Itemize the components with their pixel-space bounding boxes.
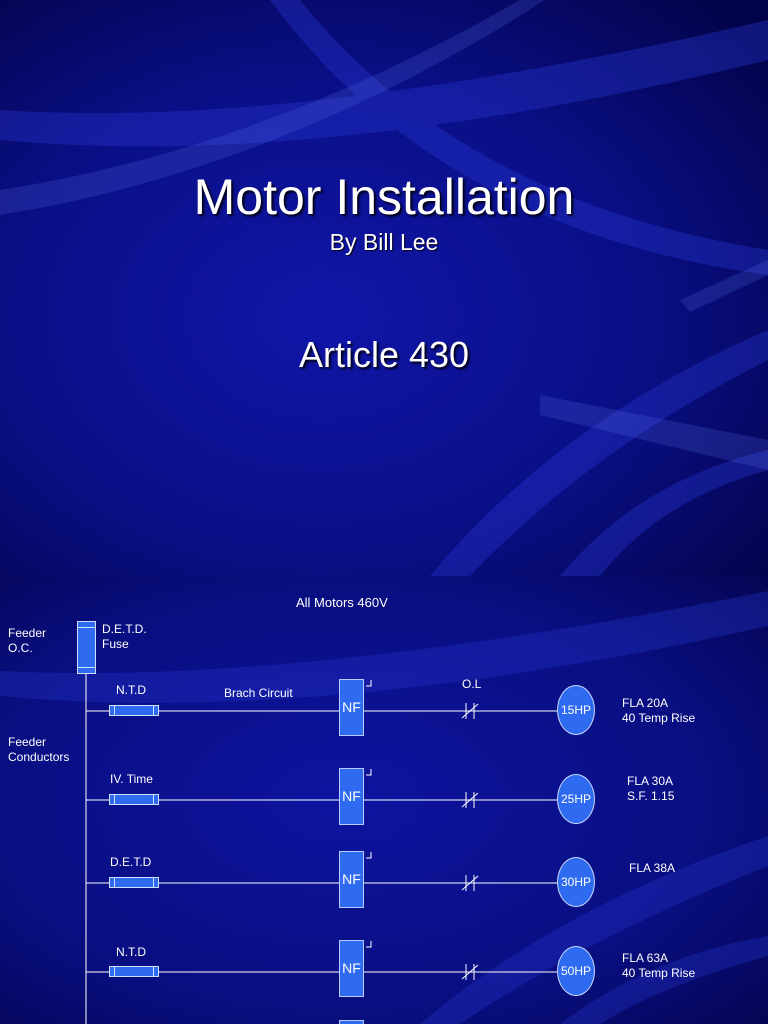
motor: 15HP <box>557 685 595 735</box>
branch-fuse <box>109 877 159 888</box>
motor: 25HP <box>557 774 595 824</box>
branch-fuse <box>109 794 159 805</box>
article-heading: Article 430 <box>298 334 470 375</box>
nf-contact-mark <box>366 680 371 686</box>
motor: 30HP <box>557 857 595 907</box>
slide-subtitle: By Bill Lee <box>329 229 439 255</box>
branch-fuse <box>109 966 159 977</box>
motor-rating: FLA 30A S.F. 1.15 <box>627 774 675 803</box>
diagram-header: All Motors 460V <box>296 595 388 610</box>
branch-fuse-label: D.E.T.D <box>110 855 152 869</box>
disconnect-switch: NF <box>339 851 364 908</box>
feeder-fuse <box>77 621 96 674</box>
feeder-oc-label: Feeder O.C. <box>8 626 47 655</box>
nf-contact-mark <box>366 769 371 775</box>
disconnect-switch: NF <box>339 768 364 825</box>
motor-rating: FLA 20A 40 Temp Rise <box>622 696 696 725</box>
branch-fuse <box>109 705 159 716</box>
disconnect-switch: NF <box>339 940 364 997</box>
branch-fuse-label: N.T.D <box>116 683 146 697</box>
disconnect-switch: NF <box>339 679 364 736</box>
main-fuse-label: D.E.T.D. Fuse <box>102 622 147 651</box>
nf-contact-mark <box>366 852 371 858</box>
branch-circuit-label: Brach Circuit <box>224 686 293 700</box>
motor: 50HP <box>557 946 595 996</box>
branch-fuse-label: N.T.D <box>116 945 146 959</box>
overload-label: O.L <box>462 677 482 691</box>
feeder-conductors-label: Feeder Conductors <box>8 735 70 764</box>
diagram-slide <box>0 576 768 1024</box>
motor-rating: FLA 38A <box>629 861 676 875</box>
motor-rating: FLA 63A 40 Temp Rise <box>622 951 696 980</box>
branch-fuse-label: IV. Time <box>110 772 153 786</box>
slide-title: Motor Installation <box>193 169 575 225</box>
nf-contact-mark <box>366 941 371 947</box>
disconnect-switch-partial <box>339 1020 364 1024</box>
